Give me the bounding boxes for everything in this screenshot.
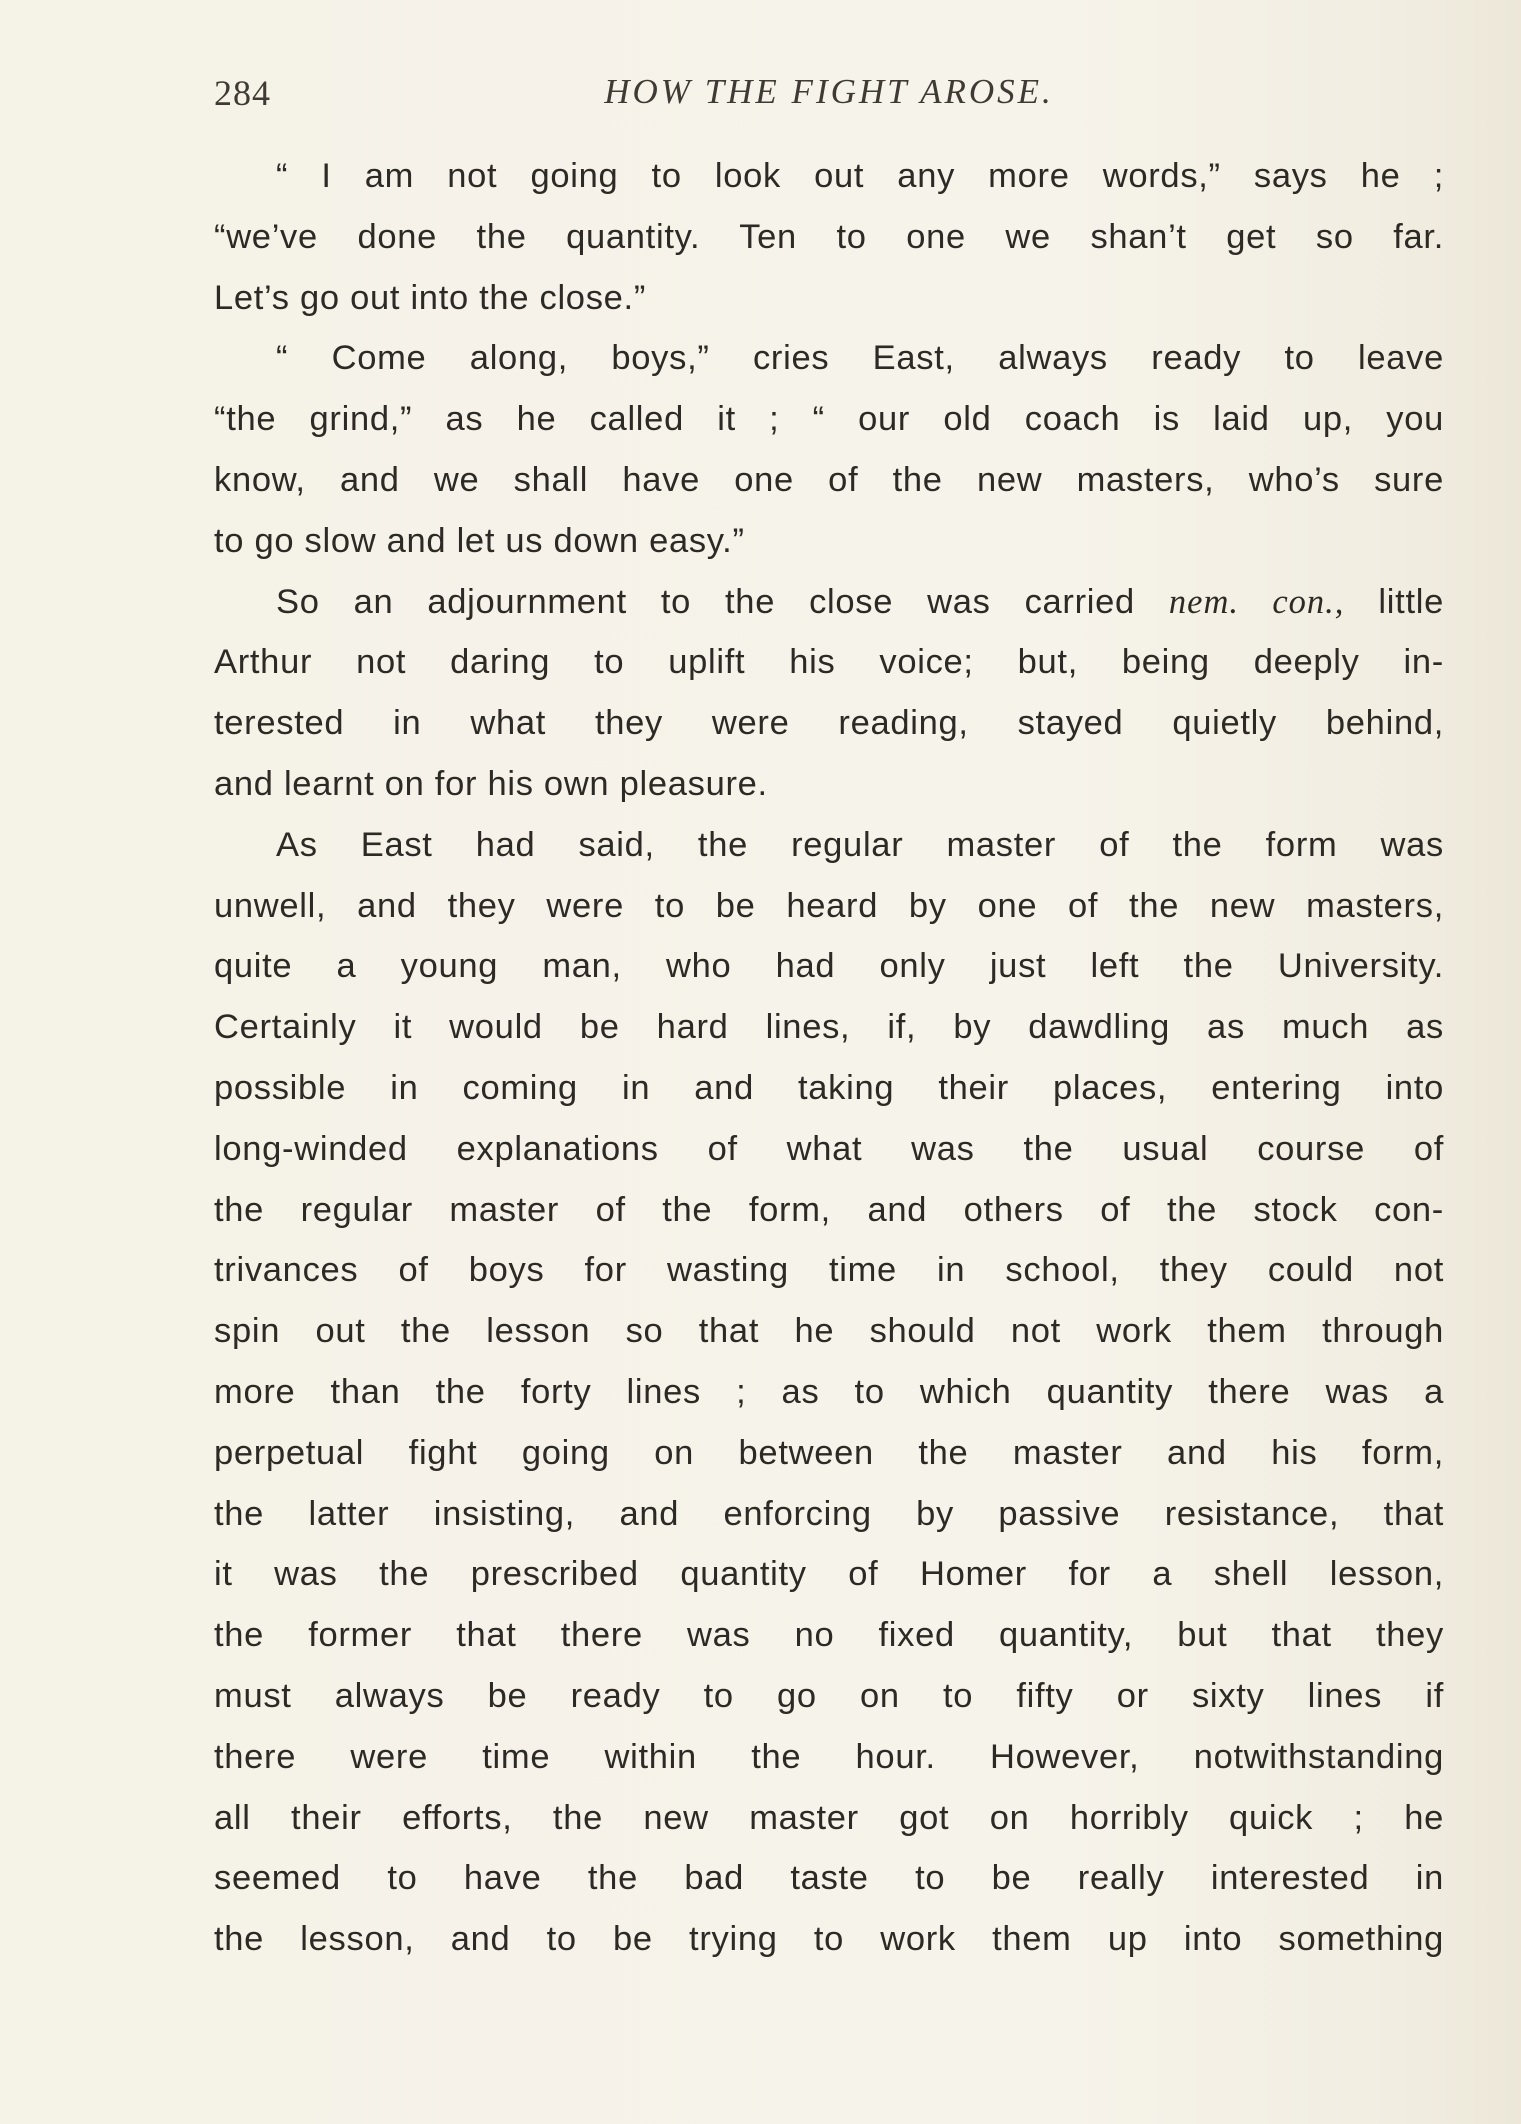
text-line: “we’ve done the quantity. Ten to one we shan’t get so far. [214,217,1444,256]
text-line: Let’s go out into the close.” [214,278,647,317]
page-header [214,72,1444,122]
body-text [214,146,1444,1970]
text-line: possible in coming in and taking their places, entering into [214,1068,1444,1107]
text-line: the latter insisting, and enforcing by passive resistance, that [214,1494,1444,1533]
text-line: seemed to have the bad taste to be really interested in [214,1859,1444,1898]
text-line: to go slow and let us down easy.” [214,521,745,560]
running-title: HOW THE FIGHT AROSE. [604,72,1054,111]
text-line: the former that there was no fixed quantity, but that they [214,1616,1444,1655]
text-line: all their efforts, the new master got on horribly quick ; he [214,1798,1444,1837]
text-line: the regular master of the form, and others of the stock con- [214,1190,1444,1229]
text-line: “ I am not going to look out any more words,” says he ; [276,157,1444,195]
text-line: spin out the lesson so that he should not work them through [214,1312,1444,1351]
italic-phrase: nem. con., [1168,582,1345,621]
page-number: 284 [214,73,271,113]
text-line: “ Come along, boys,” cries East, always ready to leave [276,339,1444,378]
text-line: terested in what they were reading, stayed quietly behind, [214,704,1444,743]
text-line-adjournment [214,572,1444,633]
text-line: perpetual fight going on between the master and his form, [214,1433,1444,1472]
text-line: and learnt on for his own pleasure. [214,764,768,803]
text-line: trivances of boys for wasting time in school, they could not [214,1251,1444,1290]
text-line: the lesson, and to be trying to work them up into something [214,1920,1444,1959]
text-line: quite a young man, who had only just left the University. [214,947,1444,986]
text-line: unwell, and they were to be heard by one of the new masters, [214,886,1444,925]
text-line: As East had said, the regular master of the form was [276,825,1444,864]
text-line: more than the forty lines ; as to which quantity there was a [214,1372,1444,1411]
text-line: Arthur not daring to uplift his voice; but, being deeply in- [214,643,1444,682]
text-segment: little [1344,582,1444,621]
text-line: there were time within the hour. However, notwithstanding [214,1737,1444,1776]
text-line: know, and we shall have one of the new masters, who’s sure [214,460,1444,499]
text-line: it was the prescribed quantity of Homer for a shell lesson, [214,1555,1444,1594]
text-line: Certainly it would be hard lines, if, by dawdling as much as [214,1008,1444,1047]
text-line: long-winded explanations of what was the usual course of [214,1129,1444,1168]
text-segment: So an adjournment to the close was carried [276,582,1169,621]
text-line: “the grind,” as he called it ; “ our old coach is laid up, you [214,400,1444,439]
text-line: must always be ready to go on to fifty or sixty lines if [214,1676,1444,1715]
